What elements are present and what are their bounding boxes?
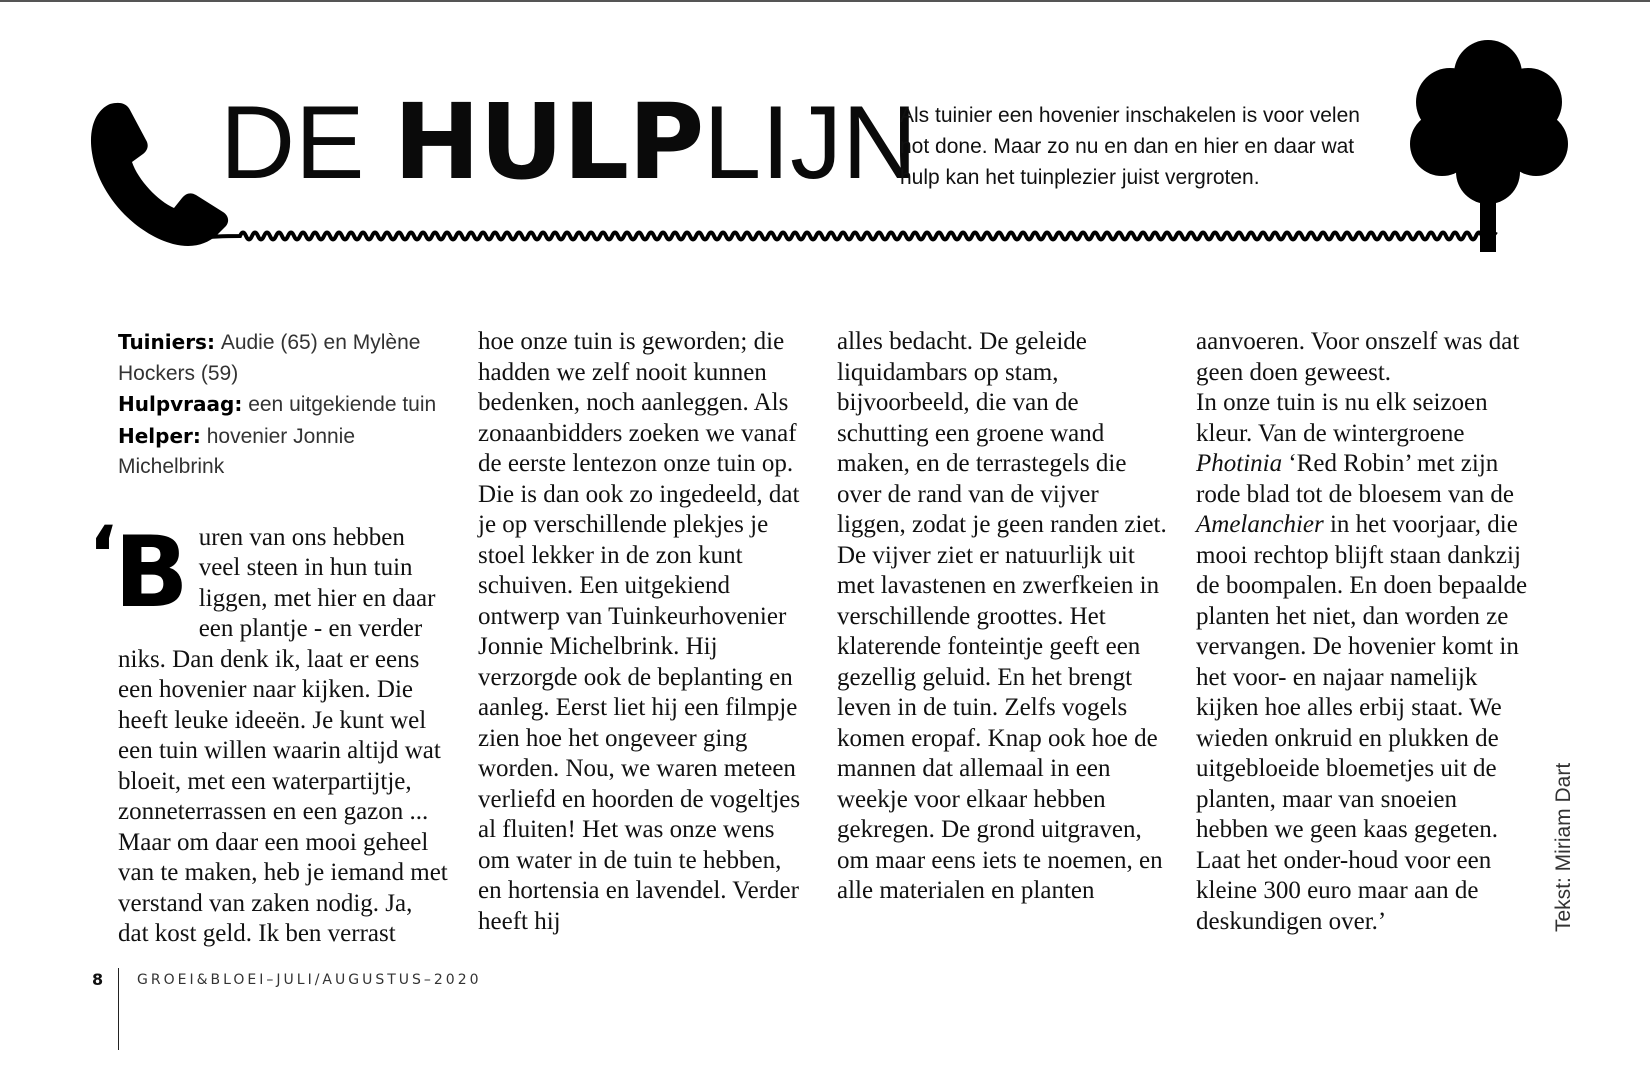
magazine-issue: GROEI&BLOEI–JULI/AUGUSTUS–2020 — [137, 972, 482, 988]
column-2 — [478, 327, 808, 937]
article-opening — [88, 510, 448, 950]
opening-quote-mark: ‘ — [88, 510, 118, 601]
column-3 — [837, 327, 1167, 907]
intro-text: Als tuinier een hovenier inschakelen is voor velen not done. Maar zo nu en dan en hier en daar wat hulp kan het tuinplezier juist vergroten. — [900, 104, 1360, 189]
phone-handset-icon — [88, 98, 238, 248]
tree-icon — [1400, 32, 1580, 252]
column-1-text: uren van ons hebben veel steen in hun tuin liggen, met hier en daar een plantje - en verder niks. Dan denk ik, laat er eens een hovenier naar kijken. Die heeft leuke ideeën. Je kunt wel een tuin willen waarin altijd wat bloeit, met een waterpartijtje, zonneterrassen en een gazon ... Maar om daar een mooi geheel van te maken, heb je iemand met verstand van zaken nodig. Ja, dat kost geld. Ik ben verrast — [118, 523, 448, 947]
column-1 — [88, 327, 448, 950]
meta-info — [118, 327, 448, 483]
meta-hulpvraag: Hulpvraag: een uitgekiende tuin — [118, 392, 437, 416]
column-4 — [1196, 327, 1531, 937]
title-part-de: DE — [220, 85, 394, 201]
meta-tuiniers: Tuiniers: Audie (65) en Mylène Hockers (59) — [118, 330, 421, 385]
page-title — [220, 81, 918, 203]
footer — [0, 970, 1650, 1080]
drop-cap: B — [114, 515, 189, 630]
header — [0, 0, 1650, 270]
meta-helper: Helper: hovenier Jonnie Michelbrink — [118, 423, 356, 478]
footer-divider — [118, 968, 119, 1050]
title-part-hulp: HULP — [393, 81, 704, 203]
column-4-paragraph-2: In onze tuin is nu elk seizoen kleur. Van de wintergroene Photinia ‘Red Robin’ met zijn rode blad tot de bloesem van de Amelanchier in het voorjaar, die mooi rechtop blijft staan dankzij de boompalen. En doen bepaalde planten het niet, dan worden ze vervangen. De hovenier komt in het voor- en najaar namelijk kijken hoe alles erbij staat. We wieden onkruid en plukken de uitgebloeide bloemetjes uit de planten, maar van snoeien hebben we geen kaas gegeten. Laat het onder-houd voor een kleine 300 euro maar aan de deskundigen over.’ — [1196, 389, 1528, 935]
author-credit: Tekst: Miriam Dart — [1552, 762, 1575, 932]
column-4-paragraph-1: aanvoeren. Voor onszelf was dat geen doen geweest. — [1196, 328, 1520, 386]
column-3-text: alles bedacht. De geleide liquidambars op stam, bijvoorbeeld, die van de schutting een groene wand maken, en de terrastegels die over de rand van de vijver liggen, zodat je geen randen ziet. De vijver ziet er natuurlijk uit met lavastenen en zwerfkeien in verschillende groottes. Het klaterende fonteintje geeft een gezellig geluid. En het brengt leven in de tuin. Zelfs vogels komen eropaf. Knap ook hoe de mannen dat allemaal in een weekje voor elkaar hebben gekregen. De grond uitgraven, om maar eens iets te noemen, en alle materialen en planten — [837, 328, 1167, 904]
column-2-text: hoe onze tuin is geworden; die hadden we zelf nooit kunnen bedenken, noch aanleggen. Als zonaanbidders zoeken we vanaf de eerste lentezon onze tuin op. Die is dan ook zo ingedeeld, dat je op verschillende plekjes je stoel lekker in de zon kunt schuiven. Een uitgekiend ontwerp van Tuinkeurhovenier Jonnie Michelbrink. Hij verzorgde ook de beplanting en aanleg. Eerst liet hij een filmpje zien hoe het ongeveer ging worden. Nou, we waren meteen verliefd en hoorden de vogeltjes al fluiten! Het was onze wens om water in de tuin te hebben, en hortensia en lavendel. Verder heeft hij — [478, 328, 801, 935]
page-number: 8 — [92, 970, 104, 989]
title-part-lijn: LIJN — [703, 85, 918, 201]
